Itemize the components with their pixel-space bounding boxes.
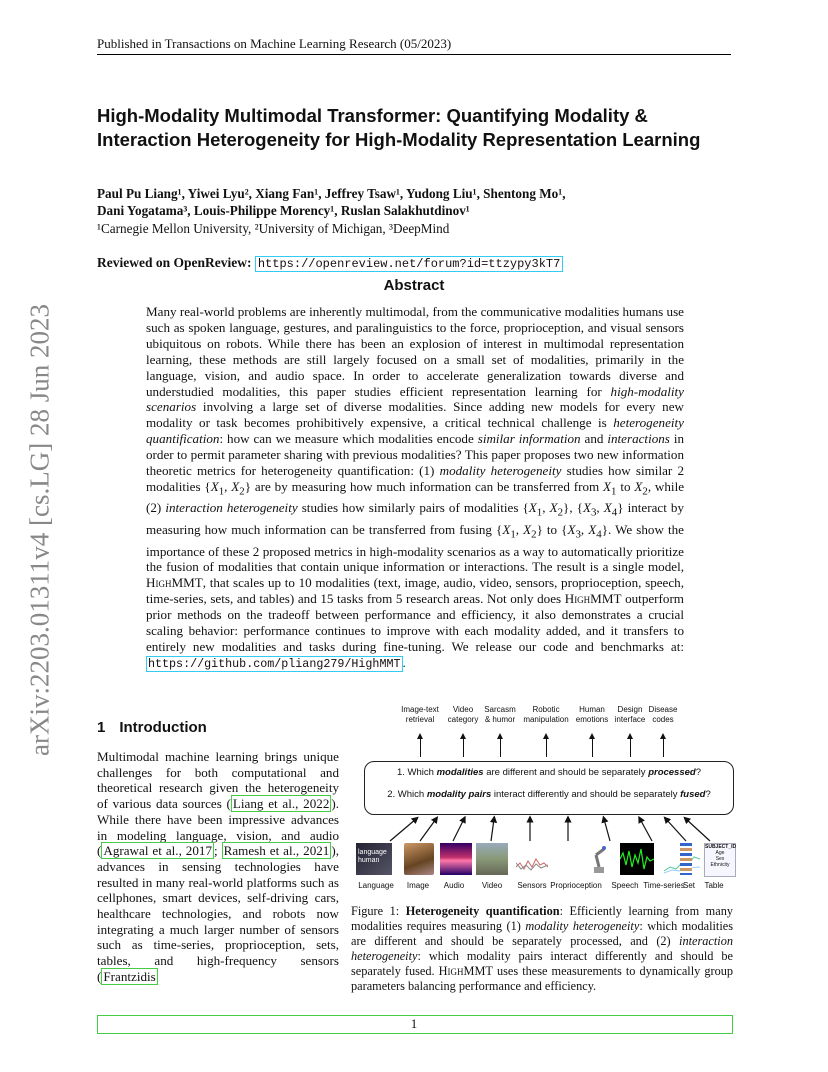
up-arrow-icon xyxy=(663,735,664,757)
task-label: Design interface xyxy=(614,705,646,724)
openreview-link[interactable]: https://openreview.net/forum?id=ttzypy3kT7 xyxy=(255,256,563,272)
section-number: 1 xyxy=(97,719,106,736)
abstract-heading: Abstract xyxy=(383,277,445,294)
task-label: Image-text retrieval xyxy=(401,705,439,724)
task-label: Disease codes xyxy=(648,705,678,724)
table-thumbnail: SUBJECT_ID Age Sex Ethnicity xyxy=(704,843,736,877)
set-thumbnail xyxy=(680,843,692,875)
figure-caption: Figure 1: Heterogeneity quantification: Efficiently learning from many modalities requires measuring (1) modality heterogeneity: which modalities are different and should be separately processed, and (2) interaction heterogeneity: which modality pairs interact differently and should be separately fused. HighMMT uses these measurements to dynamically group parameters balancing performance and efficiency. xyxy=(351,904,734,993)
abstract-body: Many real-world problems are inherently multimodal, from the communicative modalities humans use such as spoken language, gestures, and paralinguistics to the force, proprioception, and visual sensors ubiquitous on robots. While there has been an explosion of interest in multimodal representation learning, these methods are still largely focused on a small set of modalities, primarily in the language, vision, and audio space. In order to accelerate generalization towards diverse and understudied modalities, this paper studies efficient representation learning for high-modality scenarios involving a large set of diverse modalities. Since adding new models for every new modality or task becomes prohibitively expensive, a critical technical challenge is heterogeneity quantification: how can we measure which modalities encode similar information and interactions in order to permit parameter sharing with previous modalities? This paper proposes two new information theoretic metrics for heterogeneity quantification: (1) modality heterogeneity studies how similar 2 modalities {$X_1$, $X_2$} are by measuring how much information can be transferred from $X_1$ to $X_2$, while (2) interaction heterogeneity studies how similarly pairs of modalities {$X_1$, $X_2$}, {$X_3$, $X_4$} interact by measuring how much information can be transferred from fusing {$X_1$, $X_2$} to {$X_3$, $X_4$}. We show the importance of these 2 proposed metrics in high-modality scenarios as a way to automatically prioritize the fusion of modalities that contain unique information or interactions. The result is a single model, HighMMT, that scales up to 10 modalities (text, image, audio, video, sensors, proprioception, speech, time-series, sets, and tables) and 15 tasks from 5 research areas. Not only does HighMMT outperform prior methods on the tradeoff between performance and efficiency, it also demonstrates a crucial scaling behavior: performance continues to improve with each modality added, and it transfers to entirely new modalities and tasks during fine-tuning. We release our code and benchmarks at: https://github.com/pliang279/HighMMT . xyxy=(146,304,685,671)
modality-label: Speech xyxy=(611,881,639,890)
modality-label: Image xyxy=(406,881,430,890)
citation-ramesh-2021[interactable]: Ramesh et al., 2021 xyxy=(223,843,330,859)
arxiv-sidebar xyxy=(18,300,62,760)
page-number: 1 xyxy=(410,1016,418,1031)
up-arrow-icon xyxy=(630,735,631,757)
task-label: Robotic manipulation xyxy=(523,705,569,724)
journal-header: Published in Transactions on Machine Learning Research (05/2023) xyxy=(97,36,452,51)
arxiv-id: arXiv:2203.01311v4 [cs.LG] 28 Jun 2023 xyxy=(24,304,55,756)
review-line xyxy=(97,255,563,271)
modality-label: Set xyxy=(682,881,696,890)
video-thumbnail xyxy=(476,843,508,875)
up-arrow-icon xyxy=(546,735,547,757)
modality-label: Audio xyxy=(443,881,465,890)
authors-line-2: Dani Yogatama³, Louis-Philippe Morency¹, Ruslan Salakhutdinov¹ xyxy=(97,203,470,218)
paper-title: High-Modality Multimodal Transformer: Quantifying Modality & Interaction Heterogeneity for High-Modality Representation Learning xyxy=(97,105,701,150)
audio-thumbnail xyxy=(440,843,472,875)
header-rule xyxy=(97,54,731,55)
up-arrow-icon xyxy=(500,735,501,757)
up-arrow-icon xyxy=(592,735,593,757)
citation-liang-2022[interactable]: Liang et al., 2022 xyxy=(232,796,330,812)
modality-label: Video xyxy=(481,881,503,890)
up-arrow-icon xyxy=(463,735,464,757)
modality-arrows xyxy=(350,813,742,845)
task-label: Sarcasm & humor xyxy=(484,705,516,724)
robot-arm-icon xyxy=(586,843,610,875)
sensors-thumbnail xyxy=(516,843,548,875)
language-thumbnail: language human xyxy=(356,843,392,875)
question-2: 2. Which modality pairs interact differently and should be separately fused? xyxy=(387,789,711,800)
affiliations: ¹Carnegie Mellon University, ²University of Michigan, ³DeepMind xyxy=(97,221,450,236)
authors-line-1: Paul Pu Liang¹, Yiwei Lyu², Xiang Fan¹, Jeffrey Tsaw¹, Yudong Liu¹, Shentong Mo¹, xyxy=(97,186,566,201)
modality-label: Sensors xyxy=(517,881,547,890)
image-thumbnail xyxy=(404,843,434,875)
speech-thumbnail xyxy=(620,843,654,875)
figure-1 xyxy=(350,705,742,901)
authors xyxy=(97,185,737,219)
citation-frantzidis[interactable]: Frantzidis xyxy=(103,968,156,984)
modality-label: Time-series xyxy=(643,881,685,890)
question-box xyxy=(364,761,734,815)
modality-label: Table xyxy=(704,881,724,890)
up-arrow-icon xyxy=(420,735,421,757)
section-heading xyxy=(97,719,207,736)
github-link[interactable]: https://github.com/pliang279/HighMMT xyxy=(148,656,401,671)
review-label: Reviewed on OpenReview: xyxy=(97,255,252,270)
modality-label: Language xyxy=(358,881,394,890)
task-label: Video category xyxy=(447,705,479,724)
intro-paragraph: Multimodal machine learning brings unique challenges for both computational and theoretical research given the heterogeneity of various data sources ( Liang et al., 2022 ). While there have been impressive advances in modeling language, vision, and audio ( Agrawal et al., 2017 ; Ramesh et al., 2021 ), advances in sensing technologies have resulted in many real-world platforms such as cellphones, smart devices, self-driving cars, healthcare technologies, and robots now integrating a much larger number of sensors such as time-series, proprioception, sets, tables, and high-frequency sensors ( Frantzidis xyxy=(97,749,340,984)
citation-agrawal-2017[interactable]: Agrawal et al., 2017 xyxy=(103,843,212,859)
modality-label: Proprioception xyxy=(550,881,602,890)
question-1: 1. Which modalities are different and should be separately processed? xyxy=(396,767,702,778)
section-title: Introduction xyxy=(119,719,207,736)
task-label: Human emotions xyxy=(575,705,609,724)
